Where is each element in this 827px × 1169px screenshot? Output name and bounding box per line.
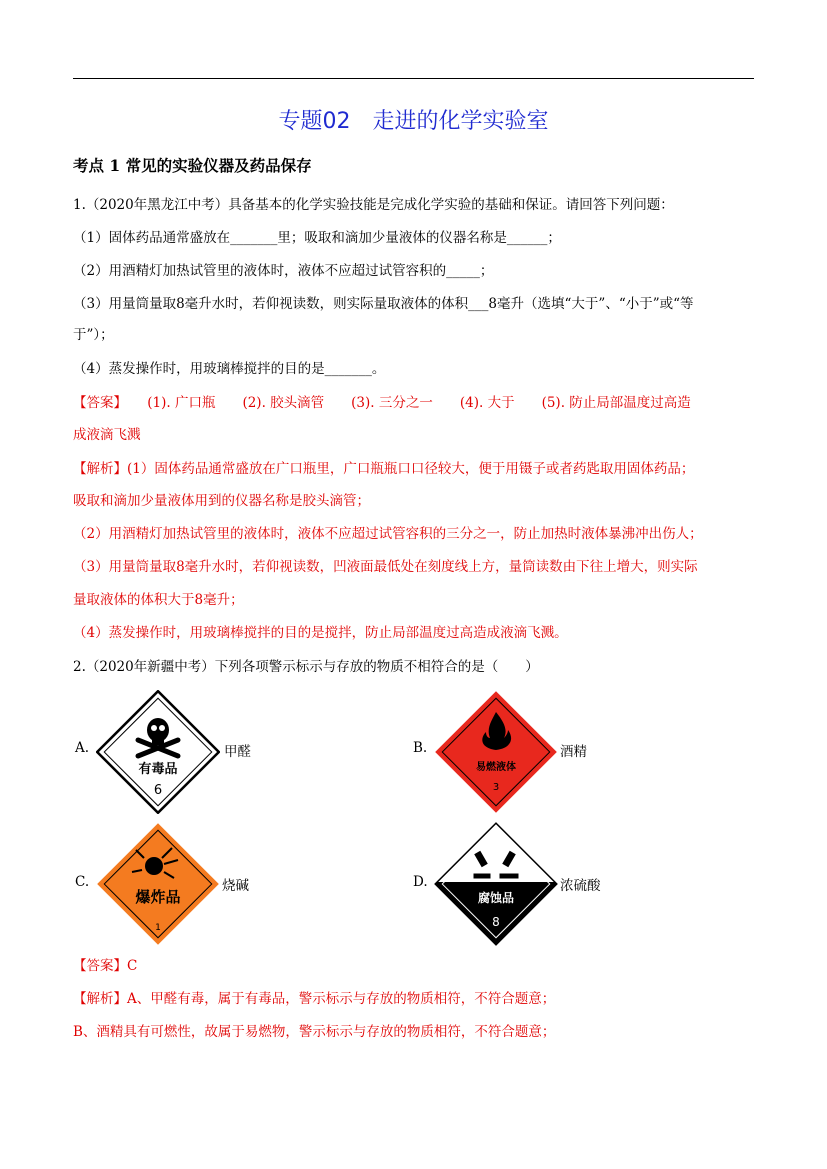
flammable-sign-label: 易燃液体 — [476, 762, 516, 773]
explosive-sign-number: 1 — [155, 923, 161, 933]
q2-explanation-b: B、酒精具有可燃性，故属于易燃物，警示标示与存放的物质相符，不符合题意； — [73, 1024, 556, 1040]
q1-part3: （3）用量筒量取8毫升水时，若仰视读数，则实际量取液体的体积___8毫升（选填“大于”、“小于”或“等 — [73, 296, 694, 312]
q1-explanation-2: （2）用酒精灯加热试管里的液体时，液体不应超过试管容积的三分之一，防止加热时液体暴沸冲出伤人； — [73, 526, 703, 542]
corrosive-sign-label: 腐蚀品 — [477, 891, 515, 905]
page-title: 专题02 走进的化学实验室 — [278, 109, 549, 134]
option-c-substance: 烧碱 — [222, 878, 249, 894]
flammable-liquid-sign-icon — [434, 690, 558, 814]
option-d-letter: D. — [413, 874, 428, 890]
q1-part3-cont: 于”）； — [73, 327, 114, 343]
header-rule — [73, 78, 754, 79]
q1-part1: （1）固体药品通常盛放在_______里；吸取和滴加少量液体的仪器名称是______； — [73, 230, 561, 246]
option-b-letter: B. — [413, 740, 428, 756]
q2-stem: 2.（2020年新疆中考）下列各项警示标示与存放的物质不相符合的是（ ） — [73, 659, 539, 675]
corrosive-sign-number: 8 — [492, 915, 500, 929]
toxic-sign-number: 6 — [153, 783, 163, 798]
q1-explanation-4: （4）蒸发操作时，用玻璃棒搅拌的目的是搅拌，防止局部温度过高造成液滴飞溅。 — [73, 625, 568, 641]
flammable-sign-number: 3 — [492, 782, 500, 793]
q1-part2: （2）用酒精灯加热试管里的液体时，液体不应超过试管容积的_____； — [73, 263, 494, 279]
q2-answer: 【答案】C — [73, 958, 138, 974]
option-d-substance: 浓硫酸 — [560, 878, 601, 894]
q1-answer: 【答案】 (1). 广口瓶 (2). 胶头滴管 (3). 三分之一 (4). 大于 (5). 防止局部温度过高造 — [73, 395, 691, 411]
explosive-sign-label: 爆炸品 — [135, 888, 181, 906]
toxic-sign-icon — [96, 690, 220, 814]
q2-explanation-a: 【解析】A、甲醛有毒，属于有毒品，警示标示与存放的物质相符，不符合题意； — [73, 991, 556, 1007]
toxic-sign-label: 有毒品 — [138, 762, 178, 777]
q1-part4: （4）蒸发操作时，用玻璃棒搅拌的目的是_______。 — [73, 361, 386, 377]
q1-explanation-1: 【解析】(1）固体药品通常盛放在广口瓶里，广口瓶瓶口口径较大，便于用镊子或者药匙取用固体药品； — [73, 461, 695, 477]
corrosive-sign-icon — [434, 822, 558, 946]
q1-stem: 1.（2020年黑龙江中考）具备基本的化学实验技能是完成化学实验的基础和保证。请回答下列问题： — [73, 197, 674, 213]
explosive-sign-icon — [96, 822, 220, 946]
option-a-substance: 甲醛 — [224, 744, 251, 760]
q1-explanation-1-cont: 吸取和滴加少量液体用到的仪器名称是胶头滴管； — [73, 493, 370, 509]
section-heading: 考点 1 常见的实验仪器及药品保存 — [73, 156, 312, 175]
option-a-letter: A. — [75, 740, 90, 756]
q1-explanation-3-cont: 量取液体的体积大于8毫升； — [73, 592, 244, 608]
q1-explanation-3: （3）用量筒量取8毫升水时，若仰视读数，凹液面最低处在刻度线上方，量筒读数由下往上增大，则实际 — [73, 559, 698, 575]
option-b-substance: 酒精 — [560, 744, 587, 760]
q1-answer-cont: 成液滴飞溅 — [73, 427, 141, 443]
option-c-letter: C. — [75, 874, 90, 890]
